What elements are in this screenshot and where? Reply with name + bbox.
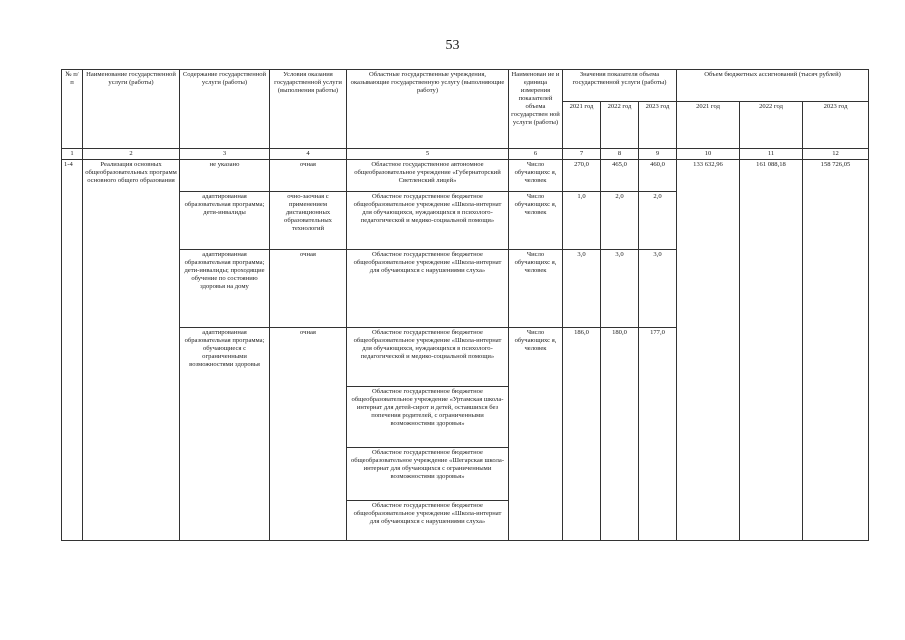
header-conditions: Условия оказания государственной услуги (выполнения работы) [270, 70, 347, 149]
institution-name: Областное государственное бюджетное общеобразовательное учреждение «Школа-интернат для обучающихся с нарушениями слуха» [347, 501, 509, 541]
value-2022: 465,0 [601, 160, 639, 192]
col-number: 6 [509, 149, 563, 160]
unit-name: Число обучающихс я, человек [509, 328, 563, 541]
header-values-2022: 2022 год [601, 102, 639, 149]
services-table [61, 69, 869, 541]
header-values-2023: 2023 год [639, 102, 677, 149]
service-content: адаптированная образовательная программа; обучающиеся с ограниченными возможностями здоровья [180, 328, 270, 541]
col-number: 1 [62, 149, 83, 160]
unit-name: Число обучающихс я, человек [509, 160, 563, 192]
col-number: 9 [639, 149, 677, 160]
header-budget-2023: 2023 год [803, 102, 869, 149]
service-content: адаптированная образовательная программа; дети-инвалиды [180, 192, 270, 250]
page-number: 53 [445, 38, 460, 53]
header-values-group: Значения показателя объема государственной услуги (работы) [563, 70, 677, 102]
col-number: 8 [601, 149, 639, 160]
header-num: № п/п [62, 70, 83, 149]
service-content: не указано [180, 160, 270, 192]
value-2022: 3,0 [601, 250, 639, 328]
col-number: 10 [677, 149, 740, 160]
institution-name: Областное государственное бюджетное общеобразовательное учреждение «Школа-интернат для обучающихся, нуждающихся в психолого-педагогической и медико-социальной помощи» [347, 328, 509, 387]
service-conditions: очная [270, 328, 347, 541]
institution-name: Областное государственное автономное общеобразовательное учреждение «Губернаторский Светленский лицей» [347, 160, 509, 192]
value-2021: 3,0 [563, 250, 601, 328]
col-number: 11 [740, 149, 803, 160]
value-2022: 180,0 [601, 328, 639, 541]
header-values-2021: 2021 год [563, 102, 601, 149]
value-2021: 270,0 [563, 160, 601, 192]
institution-name: Областное государственное бюджетное общеобразовательное учреждение «Школа-интернат для обучающихся с нарушениями слуха» [347, 250, 509, 328]
unit-name: Число обучающихс я, человек [509, 192, 563, 250]
value-2021: 1,0 [563, 192, 601, 250]
budget-2021: 133 632,96 [677, 160, 740, 541]
budget-2023: 158 726,05 [803, 160, 869, 541]
header-budget-2021: 2021 год [677, 102, 740, 149]
col-number: 2 [83, 149, 180, 160]
col-number: 4 [270, 149, 347, 160]
col-number: 5 [347, 149, 509, 160]
col-number: 7 [563, 149, 601, 160]
header-budget-group: Объем бюджетных ассигнований (тысяч рублей) [677, 70, 869, 102]
value-2023: 460,0 [639, 160, 677, 192]
header-service-name: Наименование государственной услуги (работы) [83, 70, 180, 149]
institution-name: Областное государственное бюджетное общеобразовательное учреждение «Уртамская школа-интернат для детей-сирот и детей, оставшихся без попечения родителей, с ограниченными возможностями здоровья» [347, 387, 509, 448]
service-conditions: очная [270, 160, 347, 192]
institution-name: Областное государственное бюджетное общеобразовательное учреждение «Школа-интернат для обучающихся, нуждающихся в психолого-педагогической и медико-социальной помощи» [347, 192, 509, 250]
col-number: 3 [180, 149, 270, 160]
service-conditions: очная [270, 250, 347, 328]
institution-name: Областное государственное бюджетное общеобразовательное учреждение «Шегарская школа-интернат для обучающихся с ограниченными возможностями здоровья» [347, 448, 509, 501]
service-content: адаптированная образовательная программа; дети-инвалиды; проходящие обучение по состоянию здоровья на дому [180, 250, 270, 328]
header-content: Содержание государственной услуги (работы) [180, 70, 270, 149]
col-number: 12 [803, 149, 869, 160]
unit-name: Число обучающихс я, человек [509, 250, 563, 328]
service-conditions: очно-заочная с применением дистанционных образовательных технологий [270, 192, 347, 250]
value-2023: 2,0 [639, 192, 677, 250]
budget-2022: 161 088,18 [740, 160, 803, 541]
value-2021: 186,0 [563, 328, 601, 541]
column-numbers-row [62, 149, 869, 160]
service-name: Реализация основных общеобразовательных программ основного общего образования [83, 160, 180, 541]
header-row-1 [62, 70, 869, 102]
value-2023: 177,0 [639, 328, 677, 541]
header-institutions: Областные государственные учреждения, оказывающие государственную услугу (выполняющие работу) [347, 70, 509, 149]
table-row [62, 160, 869, 192]
service-number: 1-4 [62, 160, 83, 541]
header-budget-2022: 2022 год [740, 102, 803, 149]
value-2023: 3,0 [639, 250, 677, 328]
value-2022: 2,0 [601, 192, 639, 250]
header-unit: Наименован ие и единица измерения показателей объема государствен ной услуги (работы) [509, 70, 563, 149]
